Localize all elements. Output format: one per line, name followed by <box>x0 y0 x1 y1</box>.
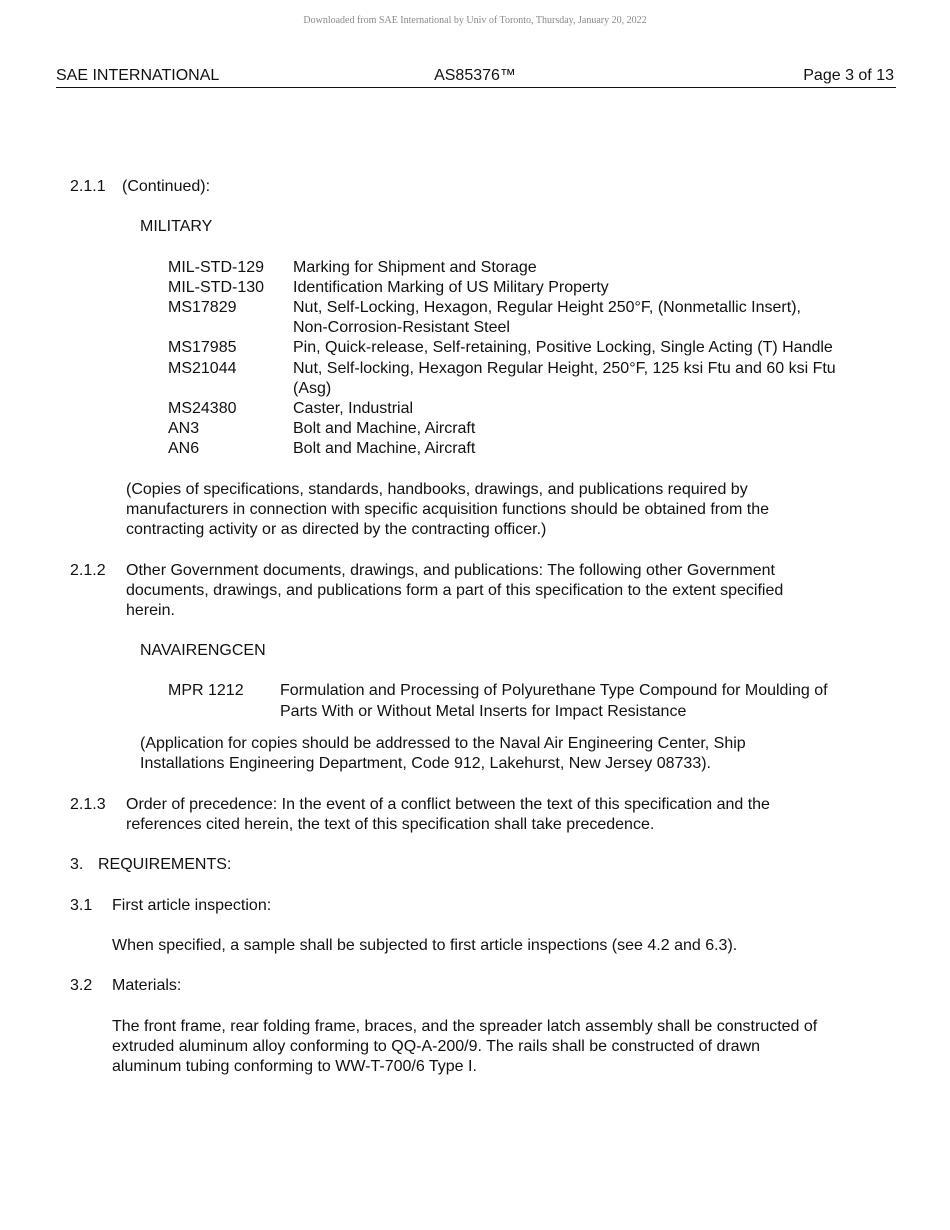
header-document-id: AS85376™ <box>434 67 516 84</box>
download-watermark: Downloaded from SAE International by Univ of Toronto, Thursday, January 20, 2022 <box>303 15 647 26</box>
header-rule <box>56 87 896 88</box>
section-text-line: references cited herein, the text of this specification shall take precedence. <box>126 816 655 833</box>
reference-description-continued: Parts With or Without Metal Inserts for Impact Resistance <box>280 703 687 720</box>
reference-description: Marking for Shipment and Storage <box>293 259 537 276</box>
section-text-3-1: When specified, a sample shall be subjected to first article inspections (see 4.2 and 6.3). <box>112 937 738 954</box>
section-number-2-1-2: 2.1.2 <box>70 562 106 579</box>
reference-code: MS17985 <box>168 339 237 356</box>
reference-code: MS17829 <box>168 299 237 316</box>
header-page-number: Page 3 of 13 <box>803 67 894 84</box>
section-title-3-2: Materials: <box>112 977 182 994</box>
copies-note-line: (Copies of specifications, standards, handbooks, drawings, and publications required by <box>126 481 748 498</box>
reference-code: AN3 <box>168 420 200 437</box>
copies-note-line: manufacturers in connection with specific acquisition functions should be obtained from the <box>126 501 770 518</box>
copies-note-line: contracting activity or as directed by the contracting officer.) <box>126 521 547 538</box>
reference-code: MIL-STD-130 <box>168 279 265 296</box>
section-text-line: Other Government documents, drawings, and publications: The following other Government <box>126 562 775 579</box>
reference-description-continued: (Asg) <box>293 380 332 397</box>
section-number-3-1: 3.1 <box>70 897 93 914</box>
reference-code: MPR 1212 <box>168 682 244 699</box>
section-text-line: herein. <box>126 602 175 619</box>
reference-description: Nut, Self-Locking, Hexagon, Regular Height 250°F, (Nonmetallic Insert), <box>293 299 801 316</box>
section-text-line: extruded aluminum alloy conforming to QQ-A-200/9. The rails shall be constructed of drawn <box>112 1038 761 1055</box>
reference-description: Nut, Self-locking, Hexagon Regular Height, 250°F, 125 ksi Ftu and 60 ksi Ftu <box>293 360 836 377</box>
section-number-3-2: 3.2 <box>70 977 93 994</box>
reference-code: MS24380 <box>168 400 237 417</box>
application-note-line: Installations Engineering Department, Code 912, Lakehurst, New Jersey 08733). <box>140 755 711 772</box>
header-organization: SAE INTERNATIONAL <box>56 67 220 84</box>
reference-description: Bolt and Machine, Aircraft <box>293 440 476 457</box>
reference-description: Bolt and Machine, Aircraft <box>293 420 476 437</box>
reference-description: Formulation and Processing of Polyurethane Type Compound for Moulding of <box>280 682 828 699</box>
section-title-3-1: First article inspection: <box>112 897 272 914</box>
section-number-2-1-1: 2.1.1 <box>70 178 106 195</box>
section-text-line: The front frame, rear folding frame, braces, and the spreader latch assembly shall be constructed of <box>112 1018 818 1035</box>
section-title-2-1-1: (Continued): <box>122 178 211 195</box>
section-text-line: Order of precedence: In the event of a conflict between the text of this specification and the <box>126 796 770 813</box>
section-number-2-1-3: 2.1.3 <box>70 796 106 813</box>
reference-code: MS21044 <box>168 360 237 377</box>
reference-description: Caster, Industrial <box>293 400 414 417</box>
section-text-line: aluminum tubing conforming to WW-T-700/6 Type I. <box>112 1058 477 1075</box>
reference-description: Identification Marking of US Military Property <box>293 279 609 296</box>
reference-code: MIL-STD-129 <box>168 259 265 276</box>
section-text-line: documents, drawings, and publications form a part of this specification to the extent specified <box>126 582 784 599</box>
navairengcen-heading: NAVAIRENGCEN <box>140 642 266 659</box>
reference-description: Pin, Quick-release, Self-retaining, Positive Locking, Single Acting (T) Handle <box>293 339 833 356</box>
reference-code: AN6 <box>168 440 200 457</box>
reference-description-continued: Non-Corrosion-Resistant Steel <box>293 319 510 336</box>
military-heading: MILITARY <box>140 218 213 235</box>
section-number-3: 3. <box>70 856 84 873</box>
application-note-line: (Application for copies should be addressed to the Naval Air Engineering Center, Ship <box>140 735 746 752</box>
section-title-3: REQUIREMENTS: <box>98 856 232 873</box>
